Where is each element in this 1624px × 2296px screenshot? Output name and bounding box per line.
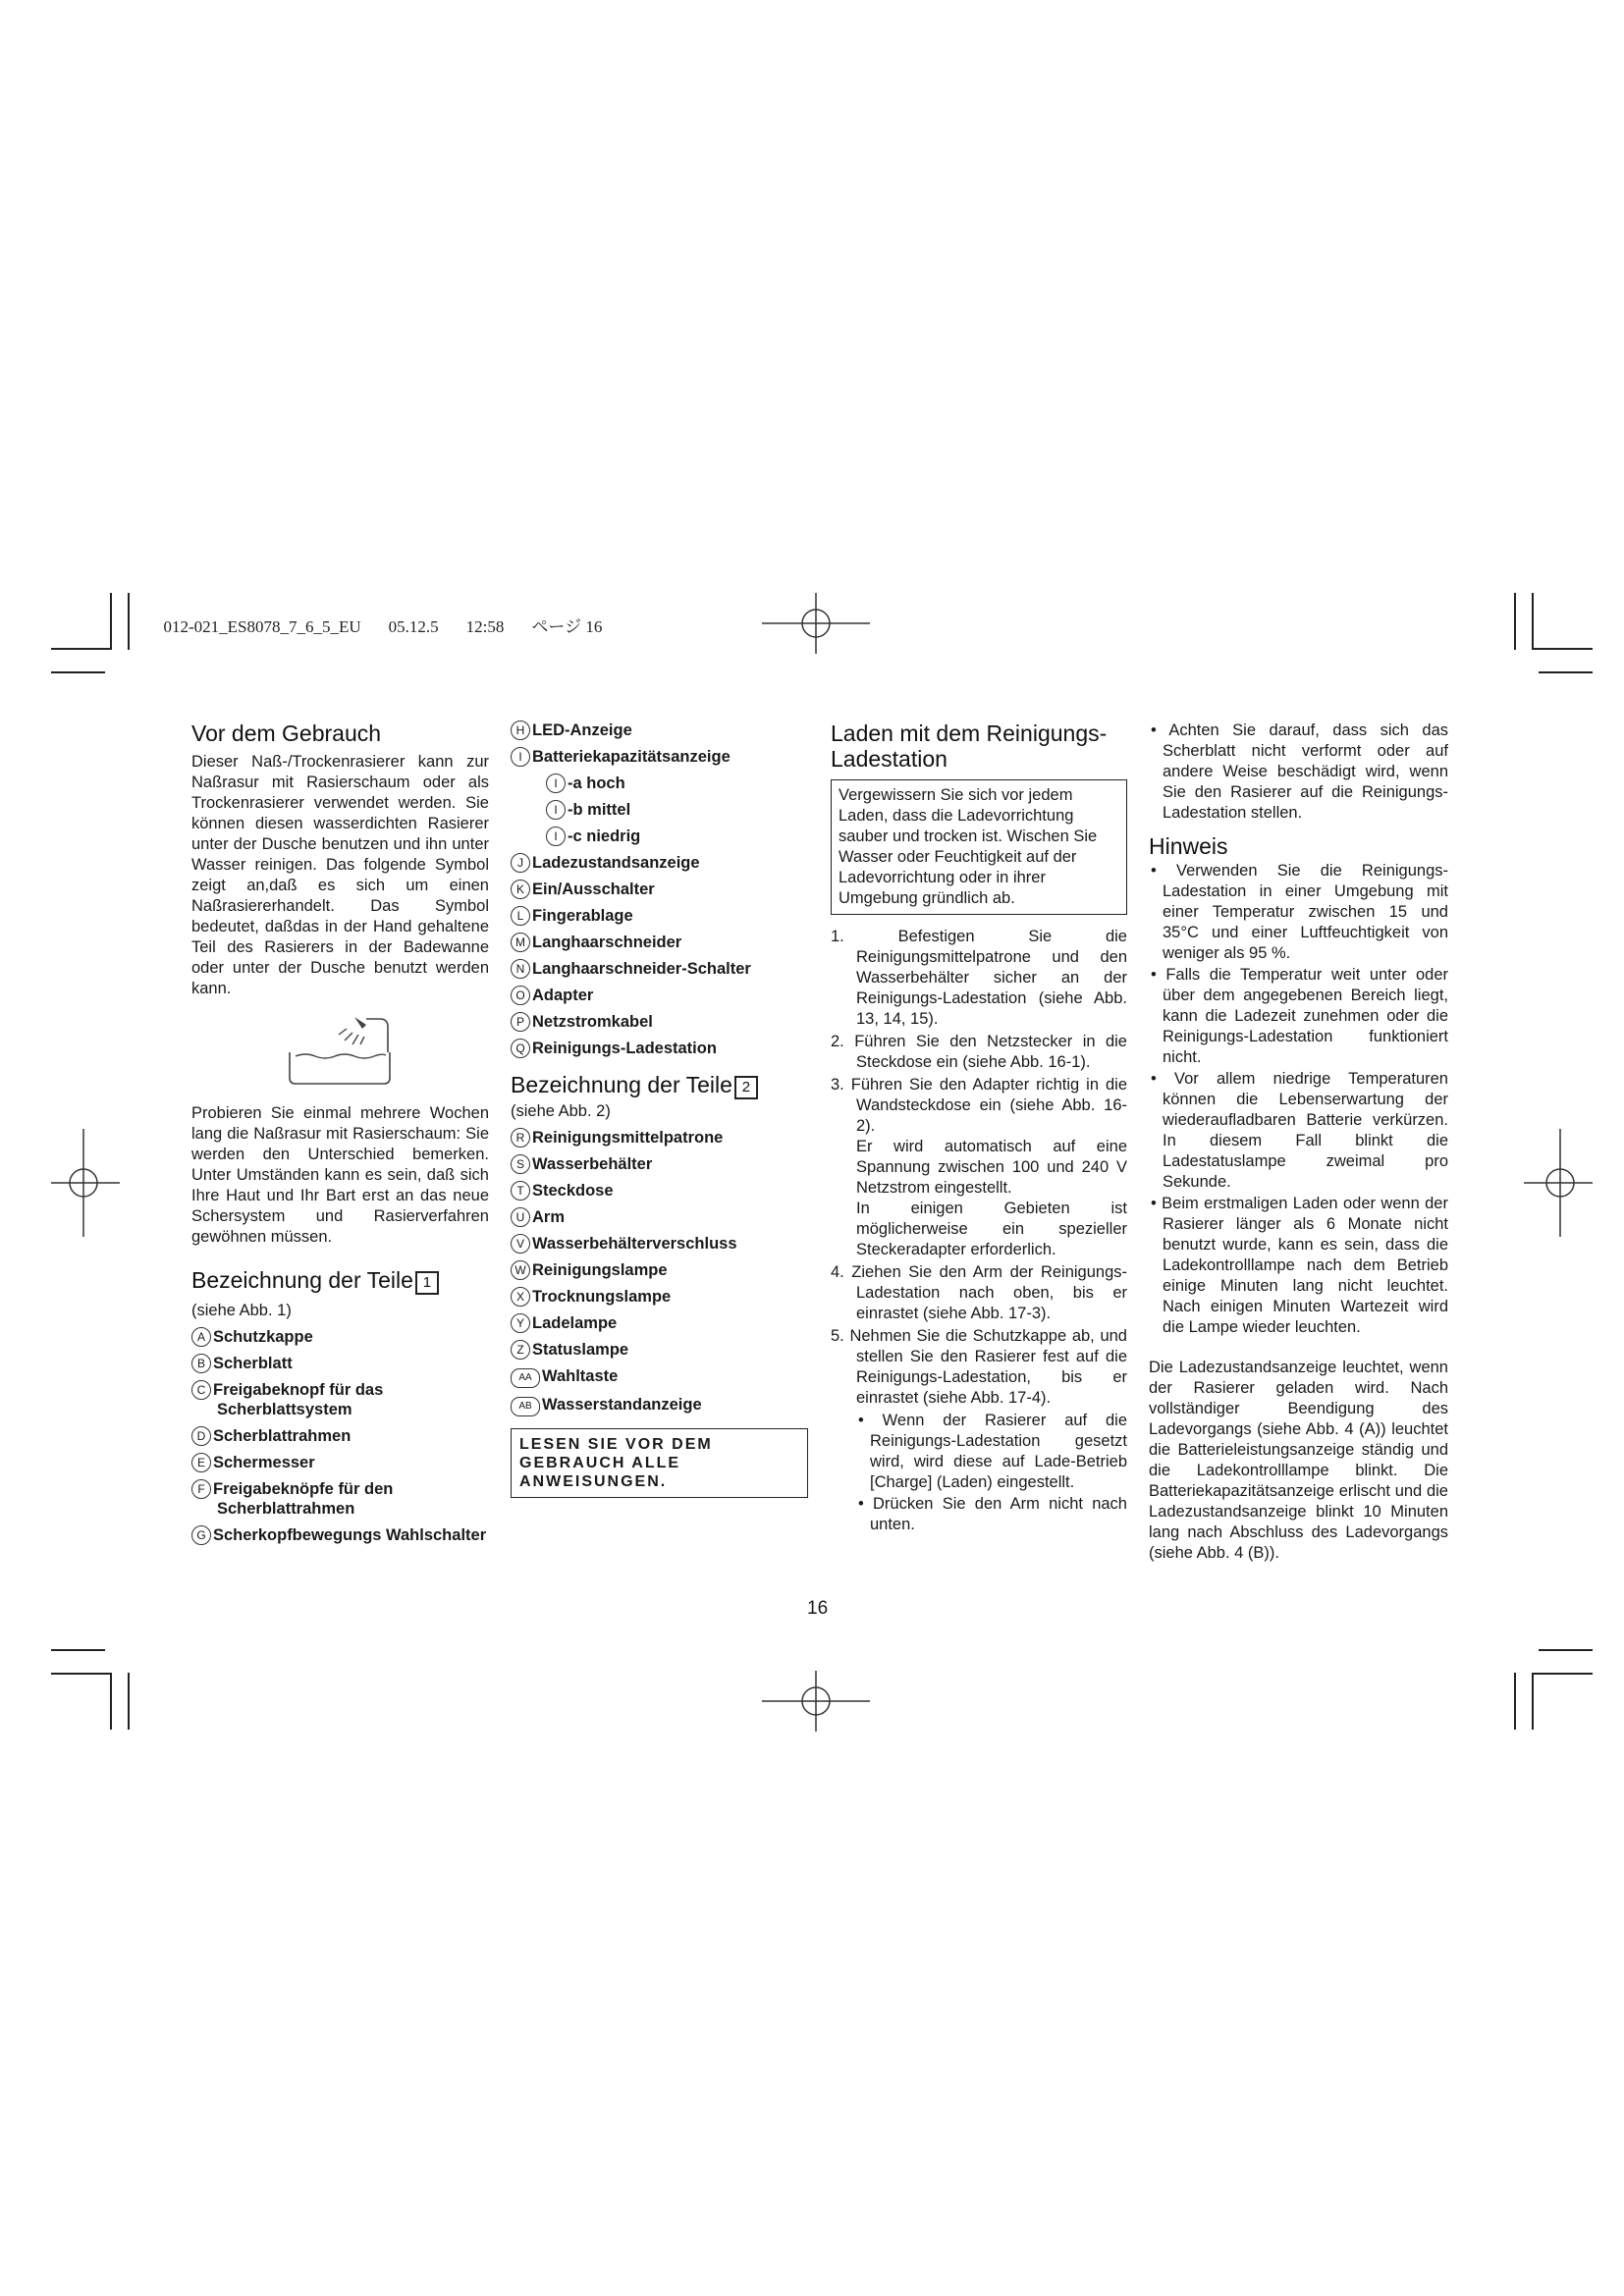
part-item: A Schutzkappe xyxy=(191,1327,489,1347)
intro-paragraph: Dieser Naß-/Trockenrasierer kann zur Naßrasur mit Rasierschaum oder als Trockenrasierer verwendet werden. Sie können diesen wasserdichten Rasierer unter der Dusche benutzen und ihn unter Wasser reinigen. Das folgende Symbol zeigt an,daß es sich um einen Naßrasiererhandelt. Das Symbol bedeutet, daßdas in der Hand gehaltene Teil des Rasierers in der Badewanne oder unter der Dusche benutzt werden kann. xyxy=(191,753,489,997)
part-item: AA Wahltaste xyxy=(511,1366,808,1388)
part-item: U Arm xyxy=(511,1207,808,1227)
part-item: D Scherblattrahmen xyxy=(191,1426,489,1446)
header-date: 05.12.5 xyxy=(388,617,439,636)
bullet-item: • Drücken Sie den Arm nicht nach unten. xyxy=(858,1495,1127,1533)
parts-list-2 xyxy=(511,1128,808,1416)
parts-2-reference: (siehe Abb. 2) xyxy=(511,1102,611,1120)
bullet-item: • Falls die Temperatur weit unter oder über dem angegebenen Bereich liegt, kann die Ladezeit zunehmen oder die Reinigungs-Ladestation funktioniert nicht. xyxy=(1151,966,1448,1066)
part-item: J Ladezustandsanzeige xyxy=(511,853,808,873)
parts-1-reference: (siehe Abb. 1) xyxy=(191,1302,292,1319)
part-item: S Wasserbehälter xyxy=(511,1154,808,1174)
column-2 xyxy=(511,721,808,1498)
info-box: Vergewissern Sie sich vor jedem Laden, dass die Ladevorrichtung sauber und trocken ist. Wischen Sie Wasser oder Feuchtigkeit auf der Ladevorrichtung oder in ihrer Umgebung gründlich ab. xyxy=(831,779,1127,915)
step-item: 4. Ziehen Sie den Arm der Reinigungs-Ladestation nach oben, bis er einrastet (siehe Abb. 17-3). xyxy=(831,1263,1127,1322)
part-item: W Reinigungslampe xyxy=(511,1260,808,1280)
registration-mark-icon xyxy=(762,1667,870,1735)
part-item: Y Ladelampe xyxy=(511,1313,808,1333)
header-file: 012-021_ES8078_7_6_5_EU xyxy=(163,617,361,636)
bullet-item: • Wenn der Rasierer auf die Reinigungs-Ladestation gesetzt wird, wird diese auf Lade-Betrieb [Charge] (Laden) eingestellt. xyxy=(858,1412,1127,1491)
part-item: B Scherblatt xyxy=(191,1354,489,1373)
part-item: M Langhaarschneider xyxy=(511,933,808,952)
column-1 xyxy=(191,721,489,1552)
step-item: 1. Befestigen Sie die Reinigungsmittelpatrone und den Wasserbehälter sicher an der Reinigungs-Ladestation (siehe Abb. 13, 14, 15). xyxy=(831,928,1127,1028)
part-item: X Trocknungslampe xyxy=(511,1287,808,1307)
warning-box: LESEN SIE VOR DEM GEBRAUCH ALLE ANWEISUNGEN. xyxy=(511,1428,808,1498)
header-time: 12:58 xyxy=(465,617,505,636)
part-item: K Ein/Ausschalter xyxy=(511,880,808,899)
part-item: I -b mittel xyxy=(511,800,808,820)
section-title-parts-1: Bezeichnung der Teile 1 xyxy=(191,1267,489,1295)
registration-mark-icon xyxy=(51,1129,120,1237)
section-title-vor-dem-gebrauch: Vor dem Gebrauch xyxy=(191,721,382,746)
bullet-item: • Verwenden Sie die Reinigungs-Ladestation in einer Umgebung mit einer Temperatur zwischen 15 und 35°C und einer Luftfeuchtigkeit von weniger als 95 %. xyxy=(1151,862,1448,962)
part-item: F Freigabeknöpfe für den Scherblattrahmen xyxy=(191,1479,489,1519)
figure-number-box: 1 xyxy=(415,1271,439,1295)
section-title-hinweis: Hinweis xyxy=(1149,833,1228,859)
registration-mark-icon xyxy=(762,589,870,658)
part-item: H LED-Anzeige xyxy=(511,721,808,740)
figure-number-box: 2 xyxy=(734,1076,758,1099)
column-3 xyxy=(831,721,1127,1537)
part-item: C Freigabeknopf für das Scherblattsystem xyxy=(191,1380,489,1419)
step-5-notes xyxy=(856,1411,1127,1535)
part-item: N Langhaarschneider-Schalter xyxy=(511,959,808,979)
shower-bathtub-icon xyxy=(286,1013,394,1086)
page-number: 16 xyxy=(807,1598,829,1619)
part-item: I -c niedrig xyxy=(511,827,808,846)
column-4 xyxy=(1149,721,1448,1564)
part-item: G Scherkopfbewegungs Wahlschalter xyxy=(191,1525,489,1545)
part-item: R Reinigungsmittelpatrone xyxy=(511,1128,808,1148)
step-item: 5. Nehmen Sie die Schutzkappe ab, und stellen Sie den Rasierer fest auf die Reinigungs-Ladestation, bis er einrastet (siehe Abb. 17-4). • Wenn der Rasierer auf die Reinigungs-Ladestation gesetzt wird, wird diese auf Lade-Betrieb [Charge] (Laden) eingestellt. • Drücken Sie den Arm nicht nach unten. xyxy=(831,1327,1127,1533)
part-item: P Netzstromkabel xyxy=(511,1012,808,1032)
print-header xyxy=(155,593,629,637)
part-item: L Fingerablage xyxy=(511,906,808,926)
section-title-laden: Laden mit dem Reinigungs-Ladestation xyxy=(831,721,1108,772)
header-page-label: ページ 16 xyxy=(531,617,603,636)
hinweis-list xyxy=(1149,861,1448,1338)
bullet-item: • Vor allem niedrige Temperaturen können die Lebenserwartung der wiederaufladbaren Batterie verkürzen. In diesem Fall blinkt die Ladestatuslampe zweimal pro Sekunde. xyxy=(1151,1070,1448,1191)
part-item: E Schermesser xyxy=(191,1453,489,1472)
step-item: 3. Führen Sie den Adapter richtig in die Wandsteckdose ein (siehe Abb. 16-2). Er wird automatisch auf eine Spannung zwischen 100 und 240 V Netzstrom eingestellt. In einigen Gebieten ist möglicherweise ein spezieller Steckeradapter erforderlich. xyxy=(831,1076,1127,1258)
part-item: I Batteriekapazitätsanzeige xyxy=(511,747,808,767)
part-item: AB Wasserstandanzeige xyxy=(511,1395,808,1416)
part-item: V Wasserbehälterverschluss xyxy=(511,1234,808,1254)
section-title-parts-2: Bezeichnung der Teile 2 xyxy=(511,1072,808,1099)
trial-paragraph: Probieren Sie einmal mehrere Wochen lang die Naßrasur mit Rasierschaum: Sie werden den Unterschied bemerken. Unter Umständen kann es sein, daß sich Ihre Haut und Ihr Bart erst an das neue Schersystem und Rasierverfahren gewöhnen müssen. xyxy=(191,1104,489,1246)
top-note xyxy=(1149,721,1448,824)
charging-steps xyxy=(831,927,1127,1535)
part-item: O Adapter xyxy=(511,986,808,1005)
parts-list-1-continued xyxy=(511,721,808,1058)
bullet-item: • Achten Sie darauf, dass sich das Scherblatt nicht verformt oder auf andere Weise beschädigt wird, wenn Sie den Rasierer auf die Reinigungs-Ladestation stellen. xyxy=(1151,721,1448,822)
part-item: Z Statuslampe xyxy=(511,1340,808,1360)
parts-list-1 xyxy=(191,1327,489,1545)
part-item: T Steckdose xyxy=(511,1181,808,1201)
part-item: I -a hoch xyxy=(511,774,808,793)
bullet-item: • Beim erstmaligen Laden oder wenn der Rasierer länger als 6 Monate nicht benutzt wurde, kann es sein, dass die Ladekontrolllampe nach dem Betrieb einige Minuten lang nicht leuchtet. Nach einigen Minuten Wartezeit wird die Lampe wieder leuchten. xyxy=(1151,1195,1448,1336)
step-item: 2. Führen Sie den Netzstecker in die Steckdose ein (siehe Abb. 16-1). xyxy=(831,1033,1127,1071)
part-item: Q Reinigungs-Ladestation xyxy=(511,1039,808,1058)
closing-paragraph: Die Ladezustandsanzeige leuchtet, wenn der Rasierer geladen wird. Nach vollständiger Beendigung des Ladevorgangs (siehe Abb. 4 (A)) leuchtet die Batterieleistungsanzeige ständig und die Ladekontrolllampe blinkt. Die Batteriekapazitätsanzeige erlischt und die Ladezustandsanzeige blinkt 10 Minuten lang nach Abschluss des Ladevorgangs (siehe Abb. 4 (B)). xyxy=(1149,1359,1448,1562)
registration-mark-icon xyxy=(1524,1129,1593,1237)
